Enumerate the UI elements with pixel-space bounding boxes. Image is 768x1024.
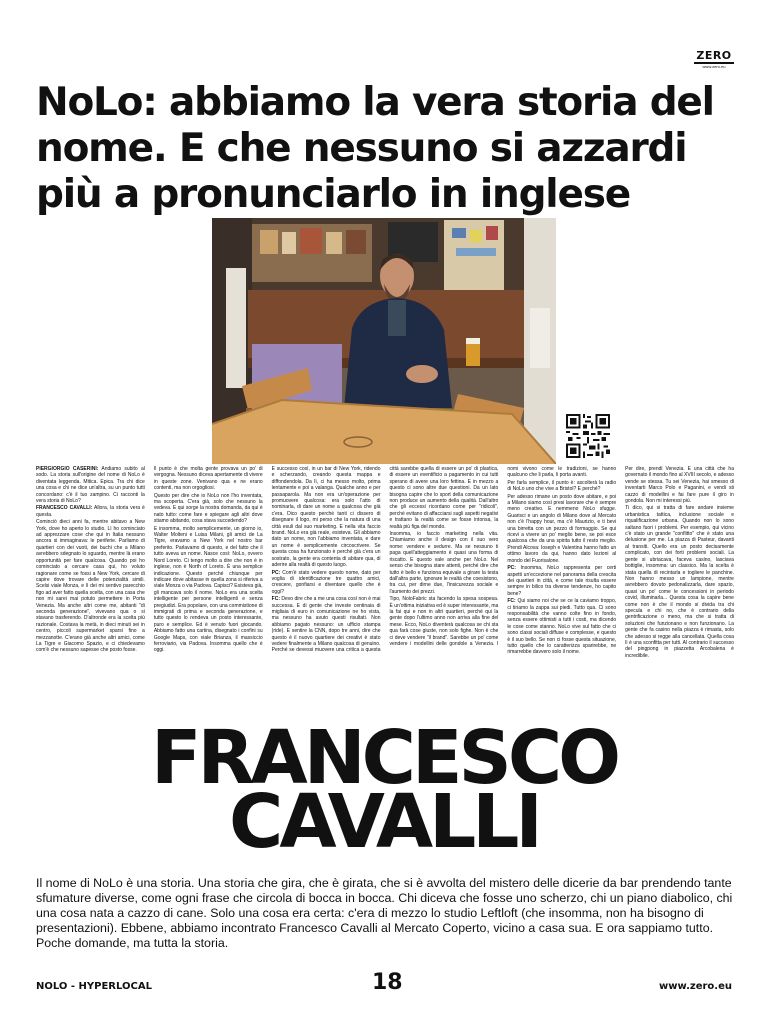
name-line-last: CAVALLI [229,779,539,865]
paragraph-text: Qui siamo noi che se ce la caviamo troppo, ci tiriamo la zappa sui piedi. Tutto qua. Ci sono responsabilità che vanno colte fino in fondo, senza essere ottimisti a tutti i costi, ma dicendo le cose come stanno. NoLo vive sul fatto che ci sono classi sociali diffuse e complesse, e questo è il suo bello. Se non ci fosse questa situazione, tutto quello che lo caratterizza sparirebbe, ne rimarrebbe davvero solo il nome. [507,598,617,656]
site-url[interactable]: www.zero.eu [659,981,732,992]
paragraph-text: Ti dico, qui si tratta di fare andare insieme urbanistica tattica, inclusione sociale e riqualificazione urbana. Quando non lo sono saltano fuori i problemi. Per esempio, qui vicino c'è stato un grande "conflitto" che è stato una delusione per me. La piazza di Pasteur, davanti al transiti. Quello era un posto decisamente complicato, con dei forti problemi sociali. La gente si ubriacava, faceva casino, lasciava bottiglie, insomma: un classico. Ma la scelta è stata quella di recintarla e togliere le panchine. Non hanno messo un lampione, mentre avrebbero dovuto pedonalizzarla, dare spazio, quasi un po' come le concessioni in periodo covid, illuminarla... Questa cosa la capire bene come non è che il mondo si divida tra chi specula e chi no, che è contrario della gentrificazione o meno, ma che si tratta di soluzioni che funzionano e non funzionano. La gente che fa casino nella piazza è rimasta, solo che adesso si regge alla cancellata. Quella cosa lì è una sconfitta per tutti. Al contrario il successo del pingpong in piazzetta Arcobalena è incredibile. [625,505,734,659]
speaker-label: PC: [507,565,516,572]
speaker-label: FC: [507,598,516,605]
paragraph-text: Devo dire che a me una cosa così non è mai successa. E di gente che investe centinaia di migliaia di euro in comunicazione ne ho vista, ma nessuno ha avuto questi risultati. Non abbiamo pagato nessuno: un ufficio stampa (ride). E sentire la CNN, dopo tre anni, dire che questo è il nuovo quartiere dei creativi è stato vedere finalmente a Milano qualcosa di genuino. Perché se devessi muovere una critica a questa città sarebbe quella di essere un po' di plastica, di essere un eventificio a pagamento in cui tutti sperano di avere una loro fettina. E in mezzo a questo ci sono altre due questioni. Da un lato bisogna capire che lo sport della comunicazione non produce un aumento della qualità. Dall'altro che gli eccessi ricordano come per "ridicoli", perché evitano di affacciarsi sugli aspetti negativi e trattano la realtà come se fosse intonsa, la realtà più figa del mondo. [271,466,499,654]
article-paragraph [154,466,263,492]
paragraph-text: Per farla semplice, il punto è: ascolterà la radio di NoLo uno che vive a Bristol? E perché? [507,479,617,493]
article-paragraph [154,526,263,654]
page-headline: NoLo: abbiamo la vera storia del nome. E che nessuno si azzardi più a pronunciarlo in inglese [36,80,714,217]
paragraph-text: Allora, la storia vera è questa. [36,505,145,518]
article-paragraph [625,505,734,659]
paragraph-text: Per adesso rimane un posto dove abitare, e poi a Milano siamo così presi lavorare che è sempre meno creativo. E nemmeno NoLo sfugge. Guarisci e un angolo di Milano dove al Mercato non c'è l'happy hour, ma c'è Maurizio, e ti bevi una birretta con un pezzo di formaggio. Se qui ricevi a vivere un po' meglio bene, se poi esce qualcosa che da una spirita tutto il resto meglio. Prendi Alcova: Ioseph e Valentina hanno fatto un ottimo lavoro da qui, hanno dato lezioni al mondo del Fuorisalone. [507,493,617,564]
paragraph-text: E insomma, molto semplicemente, un giorno io, Walter Molteni e Luisa Milani, gli amici de La Tigre, eravamo a New York nel nostro bar preferito. Parlavamo di questo, e del fatto che il tutto aveva un nome. Nasce così: NoLo, ovvero Nord Loreto. Ci tengo molto a dire che non è in inglese, non è North of Loreto. È una semplice indicazione. Questo perché chiunque per indicare dove abitasse in quella zona si riferiva a viale Monza o via Padova. Capisci? Esisteva già, gli mancava solo il nome. NoLo era una scelta intelligente per persone intelligenti e senza pregiudizi. Era popolare, con una commistione di immigrati di prima e seconda generazione, e tutto questo lo rendeva un posto interessante, puro e semplice. Ed è venuto fuori giocando. Abbiamo fatto una cartina, disegnato i confini su Google Maps, con viale Brianza, il massiccio ferroviario, via Padova. Insomma quello che è oggi. [153,525,263,654]
article-paragraph [507,598,616,656]
article-paragraph [272,466,381,569]
speaker-label: FC: [271,596,280,603]
speaker-label: FRANCESCO CAVALLI: [36,505,93,512]
logo-wordmark: ZERO [696,49,732,62]
name-line-first: FRANCESCO [150,715,618,801]
paragraph-text: Tipo, NoloFabric sta facendo la spesa sospesa. È un'ottima iniziativa ed è super interessante, ma la fai qui e non in altri quartieri, perché qui la gente dopo l'ultimo anno non arriva alla fine del mese. Ecco, NoLo diventerà qualcosa se chi sta qua farà cose giuste, non solo fighe. Non è che ci deve vendere "il brand". Sarebbe un po' come vendere i modellini delle gondole a Venezia. I nomi vivono come le tradizioni, se hanno qualcuno che li parla, li porta avanti. [389,466,617,647]
paragraph-text: Il punto è che molta gente provava un po' di vergogna. Nessuno diceva apertamente di vivere in queste zone. Venivano qua e ne erano contenti, ma non orgogliosi. [153,466,263,492]
interview-body [36,466,734,718]
article-paragraph [36,519,145,654]
paragraph-text: Insomma, NoLo rappresenta per certi aspetti un'eccezione nel panorama della crescita dei quartieri in città, e come tale risulta essere sempre in bilico tra diverse tendenze, ho capito bene? [507,565,617,597]
article-paragraph [507,565,616,597]
article-paragraph [154,493,263,525]
qr-code[interactable] [566,414,610,458]
zero-logo [694,50,734,69]
article-paragraph [625,466,734,504]
article-paragraph [507,494,616,564]
paragraph-text: Insomma, io faccio marketing nella vita. Chiamiamo anche il design con il suo vero nome: vendere e sedurre. Ma se nessuno ti paga quell'atteggiamento è quasi una forma di riscatto. E questo vale anche per NoLo. Nel senso che bisogna stare attenti, perché dire che tutto è bello e funziona equivale a girare la testa dall'altra parte, ignorare le realtà che coesistono, tra cui, per dirne due, l'insicurezza sociale e l'aumento dei prezzi. [389,531,499,595]
article-paragraph [36,505,145,518]
article-paragraph [272,570,381,596]
logo-url: www.zero.eu [702,64,726,69]
speaker-label: PC: [271,569,281,576]
speaker-label: PIERGIORGIO CASERINI: [36,466,99,472]
interview-photo [212,218,556,464]
paragraph-text: E successo così, in un bar di New York, ridendo e scherzando, creando questa mappa e diffondendola. Da lì, ci ha messo molto, prima lentamente e poi a valanga. Qualche anno e per passaparola. Ma non era un'operazione per promuovere qualcosa: era solo l'atto di nominarla, di dare un nome a qualcosa che già c'era. Dico questo perché tanti ci dissero di disegnare il logo, mi perso che la natura di una città esuli dal suo marketing. E nella vita faccio brand. NoLo era già reale, esisteva. Gli abbiamo dato un nome, non l'abbiamo inventata, e dare un nome è semplicemente circoscrivere. Se questa cosa ha funzionato è perché già c'era un sostrato, la gente era contenta di abitare qua, di aderire alla realtà di questo luogo. [271,466,381,569]
article-paragraph [389,531,498,595]
paragraph-text: Questo per dire che io NoLo non l'ho inventata, ma scoperta. C'era già, solo che nessuno la vedeva. E qui sorge la nostra domanda, da qui è nato tutto: come fare e spiegare agli altri dove stiamo abitando, cosa stava succedendo? [153,492,263,525]
paragraph-text: Andiamo subito al sodo. La storia sull'origine del nome di NoLo è diventata leggenda. Mitica. Epica. Tra chi dice una cosa e chi ne dice un'altra, su un punto tutti concordano: c'è il tuo zampino. Ci racconti la vera storia di NoLo? [36,466,145,505]
article-paragraph [36,466,145,504]
page-number: 18 [372,970,403,995]
article-paragraph [507,480,616,493]
paragraph-text: Per dire, prendi Venezia. È una città che ha governato il mondo fino al XVIII secolo, e adesso vende se stessa. Tu sei Venezia, hai smesso di inventarti Marco Polo e Paganini, e vendi sti cazzo di modellini e fai fare pure il giro in gondola. Non mi interessi più. [625,466,734,505]
interviewee-name [0,715,768,865]
paragraph-text: Com'è stato vedere questo nome, dato per voglia di identificazione tre quattro amici, crescere, gonfiarsi e diventare quello che è oggi? [271,569,381,595]
intro-paragraph: Il nome di NoLo è una storia. Una storia che gira, che è girata, che si è avvolta del mistero delle dicerie da bar prendendo tante sfumature diverse, come ogni frase che circola di bocca in bocca. Chi diceva che fosse uno scherzo, chi un piano diabolico, chi una cosa nata a cazzo di cane. Solo una cosa era certa: c'era di mezzo lo studio Leftloft (che insomma, non ha bisogno di presentazioni). Ebbene, abbiamo incontrato Francesco Cavalli al Mercato Coperto, vicino a casa sua. E ora sappiamo tutto. Poche domande, ma tutta la storia. [36,876,733,950]
section-label: NOLO - HYPERLOCAL [36,981,152,992]
paragraph-text: Cominciò dieci anni fa, mentre abitavo a New York, dove ho aperto lo studio. Lì ho cominciato ad apprezzare cose che qui in Italia nessuno ancora si immaginava: le periferie. Parliamo di quartieri con dei vuoti, dei buchi che a Milano avrebbero sdegnato lo sguardo, mentre là erano opportunità per fare qualcosa. Quando poi ho cominciato a cercare casa qui, ho voluto ragionare come se fossi a New York, cercare di capire dove trovare delle potenzialità simili. Scelsi viale Monza, e lì dei mi sentivo parecchio figo ad aver fatto quella scelta, con una casa che non mi sarei mai potuto permettere in Porta Venezia. Ma anche altri come me, abitanti "di seconda generazione", vivevano qua o si stavano trasferendo. D'altronde era la scelta più razionale. Costava la metà, in dieci minuti sei in centro, piccoli supermarket sparsi fino a mezzanotte. C'erano già anche altri amici, come La Tigre e Giacomo Spazio, e ci chiedevamo com'è che nessuno sapesse che posto fosse. [36,519,145,654]
